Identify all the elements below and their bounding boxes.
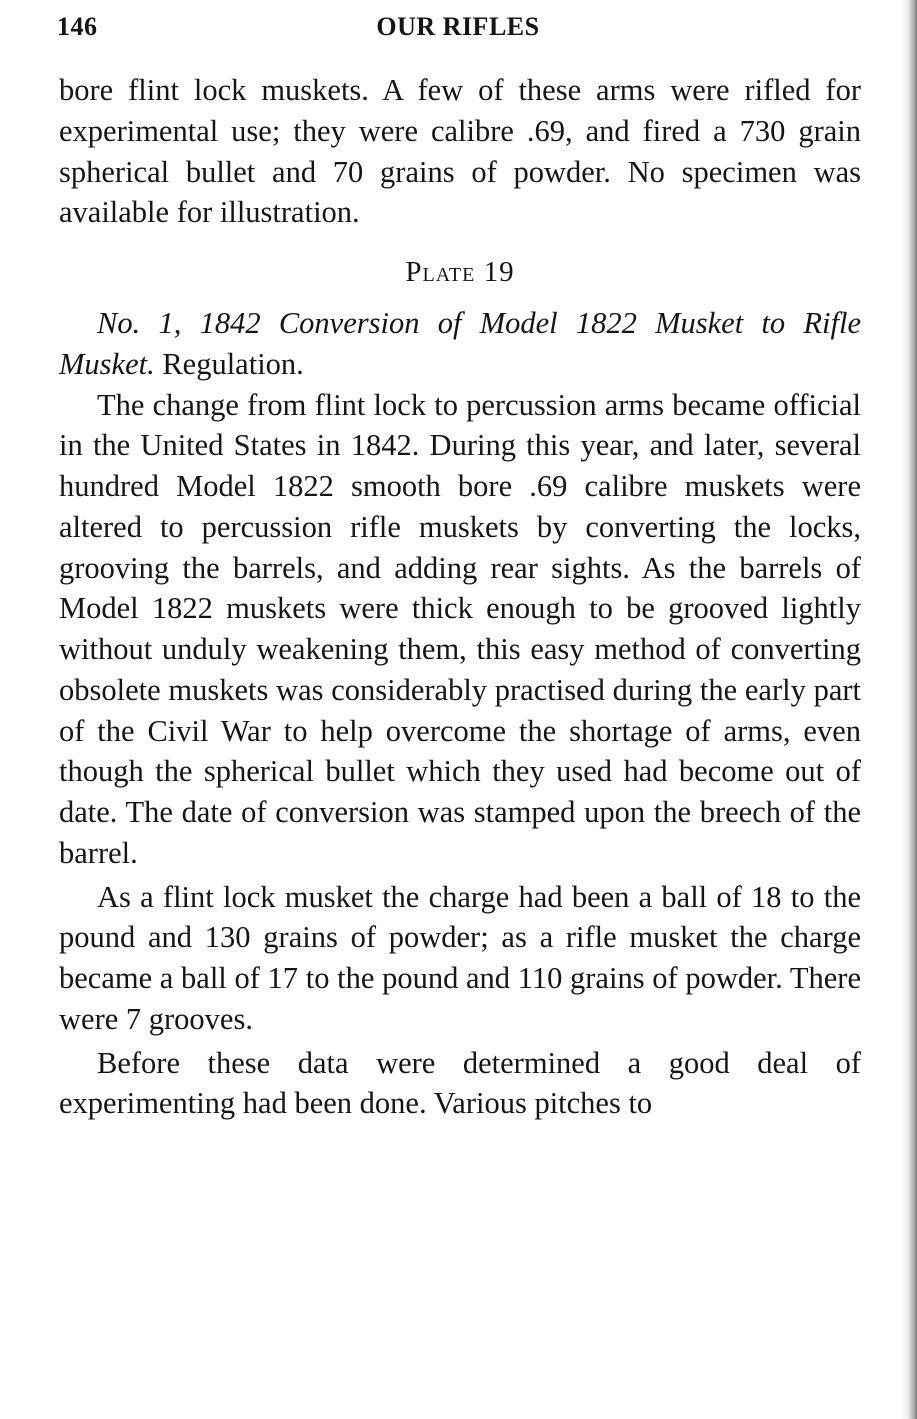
paragraph-experimenting: Before these data were determined a good deal of experimenting had been done. Various pitches to <box>59 1045 861 1121</box>
running-head <box>57 12 859 48</box>
page-edge-shadow <box>901 0 917 1419</box>
plate-heading-label: Plate 19 <box>405 256 515 288</box>
plate-heading <box>59 252 861 292</box>
paragraph-conversion-history: The change from flint lock to percussion arms became official in the United States in 1842. During this year, and later, several hundred Model 1822 smooth bore .69 calibre muskets were altered to percussion rifle muskets by converting the locks, grooving the barrels, and adding rear sights. As the barrels of Model 1822 muskets were thick enough to be grooved lightly without unduly weakening them, this easy method of converting obsolete muskets was considerably practised during the early part of the Civil War to help overcome the shortage of arms, even though the spherical bullet which they used had become out of date. The date of conversion was stamped upon the breech of the barrel. <box>59 387 861 870</box>
paragraph-charge-details: As a flint lock musket the charge had been a ball of 18 to the pound and 130 grains of powder; as a rifle musket the charge became a ball of 17 to the pound and 110 grains of powder. There were 7 grooves. <box>59 879 861 1036</box>
plate-item-title: No. 1, 1842 Conversion of Model 1822 Musket to Rifle Musket. <box>59 306 861 381</box>
paragraph-continuation: bore flint lock muskets. A few of these arms were rifled for experimental use; they were calibre .69, and fired a 730 grain spherical bullet and 70 grains of powder. No specimen was available for illustration. <box>59 73 861 230</box>
body-text <box>59 70 861 1124</box>
plate-item-status: Regulation. <box>154 346 304 381</box>
running-title: OUR RIFLES <box>376 12 540 41</box>
plate-item-caption <box>59 303 861 385</box>
page-number: 146 <box>57 12 98 41</box>
